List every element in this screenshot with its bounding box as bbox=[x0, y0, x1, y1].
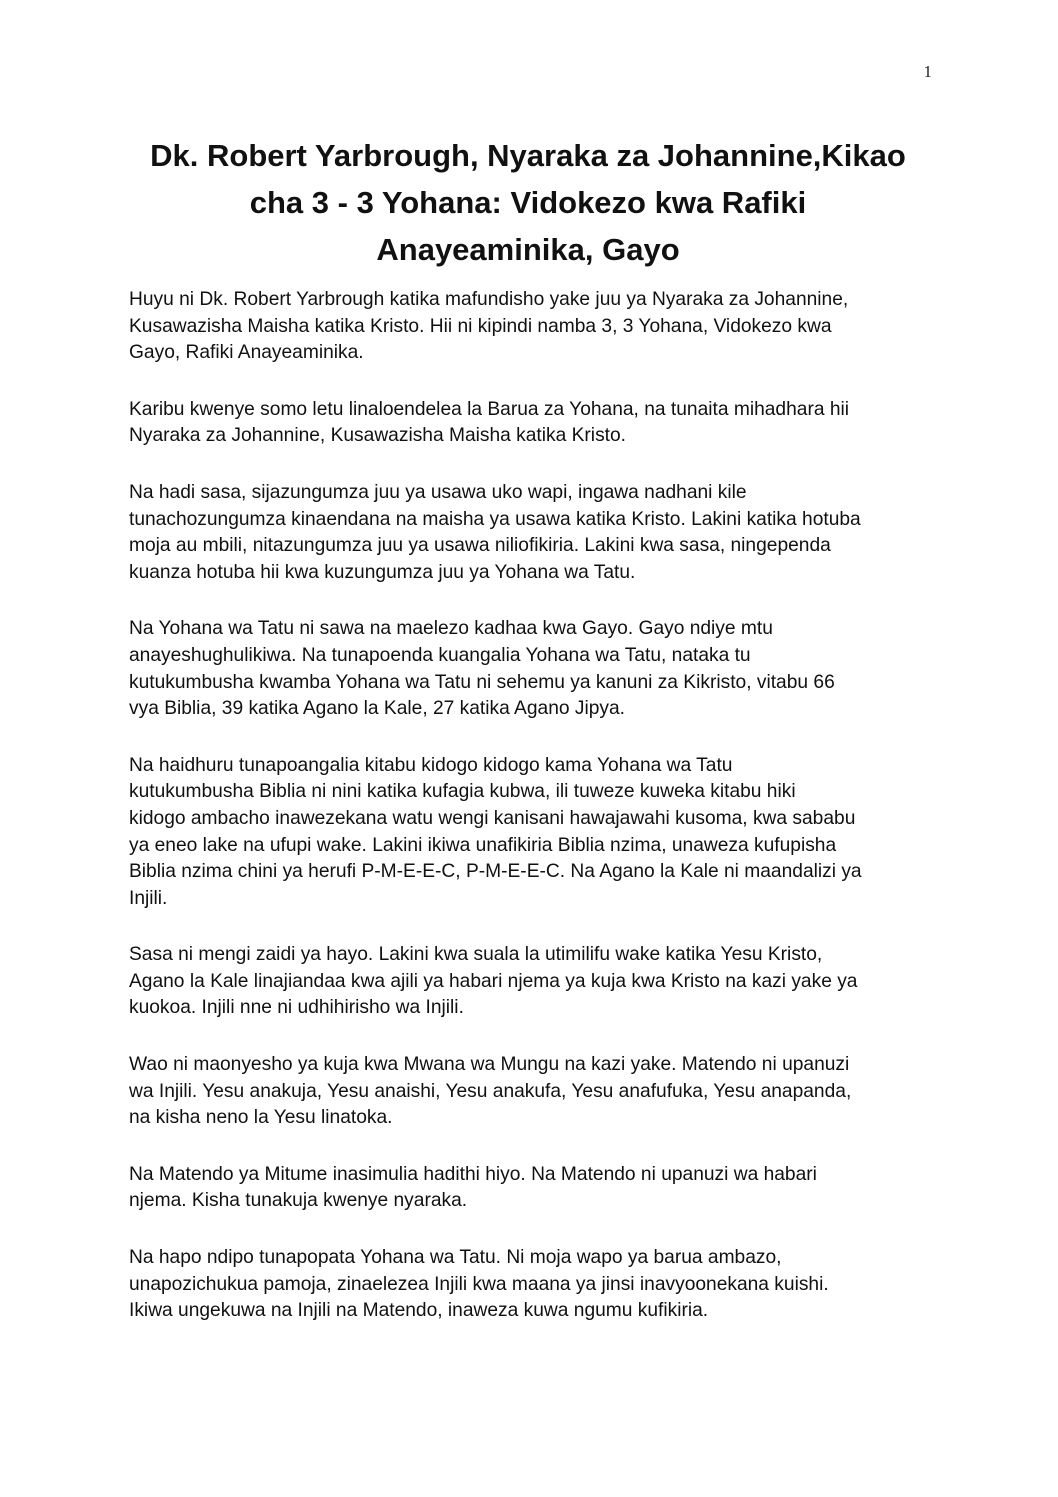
text-line: Huyu ni Dk. Robert Yarbrough katika mafundisho yake juu ya Nyaraka za Johannine, bbox=[129, 289, 849, 310]
paragraph-balance bbox=[129, 480, 949, 586]
text-line: Gayo, Rafiki Anayeaminika. bbox=[129, 342, 364, 364]
document-title bbox=[118, 132, 938, 273]
title-line: cha 3 - 3 Yohana: Vidokezo kwa Rafiki bbox=[249, 185, 807, 220]
text-line: Na Yohana wa Tatu ni sawa na maelezo kadhaa kwa Gayo. Gayo ndiye mtu bbox=[129, 618, 773, 640]
paragraph-intro bbox=[129, 287, 949, 367]
text-line: Na hadi sasa, sijazungumza juu ya usawa uko wapi, ingawa nadhani kile bbox=[129, 481, 747, 503]
text-line: moja au mbili, nitazungumza juu ya usawa niliofikiria. Lakini kwa sasa, ningependa bbox=[129, 535, 831, 557]
text-line: Injili. bbox=[129, 887, 168, 909]
title-line: Dk. Robert Yarbrough, Nyaraka za Johannine,Kikao bbox=[150, 138, 906, 173]
paragraph-old-testament bbox=[129, 942, 949, 1022]
text-line: Wao ni maonyesho ya kuja kwa Mwana wa Mungu na kazi yake. Matendo ni upanuzi bbox=[129, 1054, 850, 1076]
paragraph-epistles bbox=[129, 1245, 949, 1325]
text-line: Na haidhuru tunapoangalia kitabu kidogo kidogo kama Yohana wa Tatu bbox=[129, 754, 733, 776]
text-line: kuokoa. Injili nne ni udhihirisho wa Injili. bbox=[129, 997, 464, 1019]
text-line: ya eneo lake na ufupi wake. Lakini ikiwa unafikiria Biblia nzima, unaweza kufupisha bbox=[129, 834, 837, 856]
text-line: kutukumbusha kwamba Yohana wa Tatu ni sehemu ya kanuni za Kikristo, vitabu 66 bbox=[129, 671, 835, 693]
text-line: Na Matendo ya Mitume inasimulia hadithi hiyo. Na Matendo ni upanuzi wa habari bbox=[129, 1163, 817, 1185]
text-line: Kusawazisha Maisha katika Kristo. Hii ni kipindi namba 3, 3 Yohana, Vidokezo kwa bbox=[129, 315, 832, 337]
paragraph-gospels-acts bbox=[129, 1052, 949, 1132]
text-line: kuanza hotuba hii kwa kuzungumza juu ya Yohana wa Tatu. bbox=[129, 561, 636, 583]
title-line: Anayeaminika, Gayo bbox=[376, 232, 680, 267]
text-line: Ikiwa ungekuwa na Injili na Matendo, inaweza kuwa ngumu kufikiria. bbox=[129, 1300, 709, 1322]
text-line: kutukumbusha Biblia ni nini katika kufagia kubwa, ili tuweze kuweka kitabu hiki bbox=[129, 781, 796, 803]
text-line: Nyaraka za Johannine, Kusawazisha Maisha katika Kristo. bbox=[129, 425, 626, 447]
text-line: Biblia nzima chini ya herufi P-M-E-E-C, P-M-E-E-C. Na Agano la Kale ni maandalizi ya bbox=[129, 861, 862, 883]
text-line: na kisha neno la Yesu linatoka. bbox=[129, 1107, 393, 1129]
paragraph-acts bbox=[129, 1162, 949, 1215]
paragraph-welcome bbox=[129, 397, 949, 450]
paragraph-bible-overview bbox=[129, 753, 949, 913]
paragraph-gaius bbox=[129, 616, 949, 722]
document-body bbox=[129, 287, 949, 1355]
text-line: Na hapo ndipo tunapopata Yohana wa Tatu. Ni moja wapo ya barua ambazo, bbox=[129, 1247, 782, 1269]
text-line: Karibu kwenye somo letu linaloendelea la Barua za Yohana, na tunaita mihadhara hii bbox=[129, 398, 850, 420]
text-line: unapozichukua pamoja, zinaelezea Injili kwa maana ya jinsi inavyoonekana kuishi. bbox=[129, 1273, 829, 1295]
text-line: Sasa ni mengi zaidi ya hayo. Lakini kwa suala la utimilifu wake katika Yesu Kristo, bbox=[129, 944, 823, 966]
text-line: Agano la Kale linajiandaa kwa ajili ya habari njema ya kuja kwa Kristo na kazi yake ya bbox=[129, 970, 858, 992]
text-line: wa Injili. Yesu anakuja, Yesu anaishi, Yesu anakufa, Yesu anafufuka, Yesu anapanda, bbox=[129, 1080, 852, 1102]
page-number: 1 bbox=[923, 62, 932, 81]
text-line: kidogo ambacho inawezekana watu wengi kanisani hawajawahi kusoma, kwa sababu bbox=[129, 807, 856, 829]
text-line: tunachozungumza kinaendana na maisha ya usawa katika Kristo. Lakini katika hotuba bbox=[129, 508, 861, 530]
text-line: njema. Kisha tunakuja kwenye nyaraka. bbox=[129, 1190, 468, 1212]
text-line: vya Biblia, 39 katika Agano la Kale, 27 katika Agano Jipya. bbox=[129, 698, 625, 720]
text-line: anayeshughulikiwa. Na tunapoenda kuangalia Yohana wa Tatu, nataka tu bbox=[129, 644, 751, 666]
